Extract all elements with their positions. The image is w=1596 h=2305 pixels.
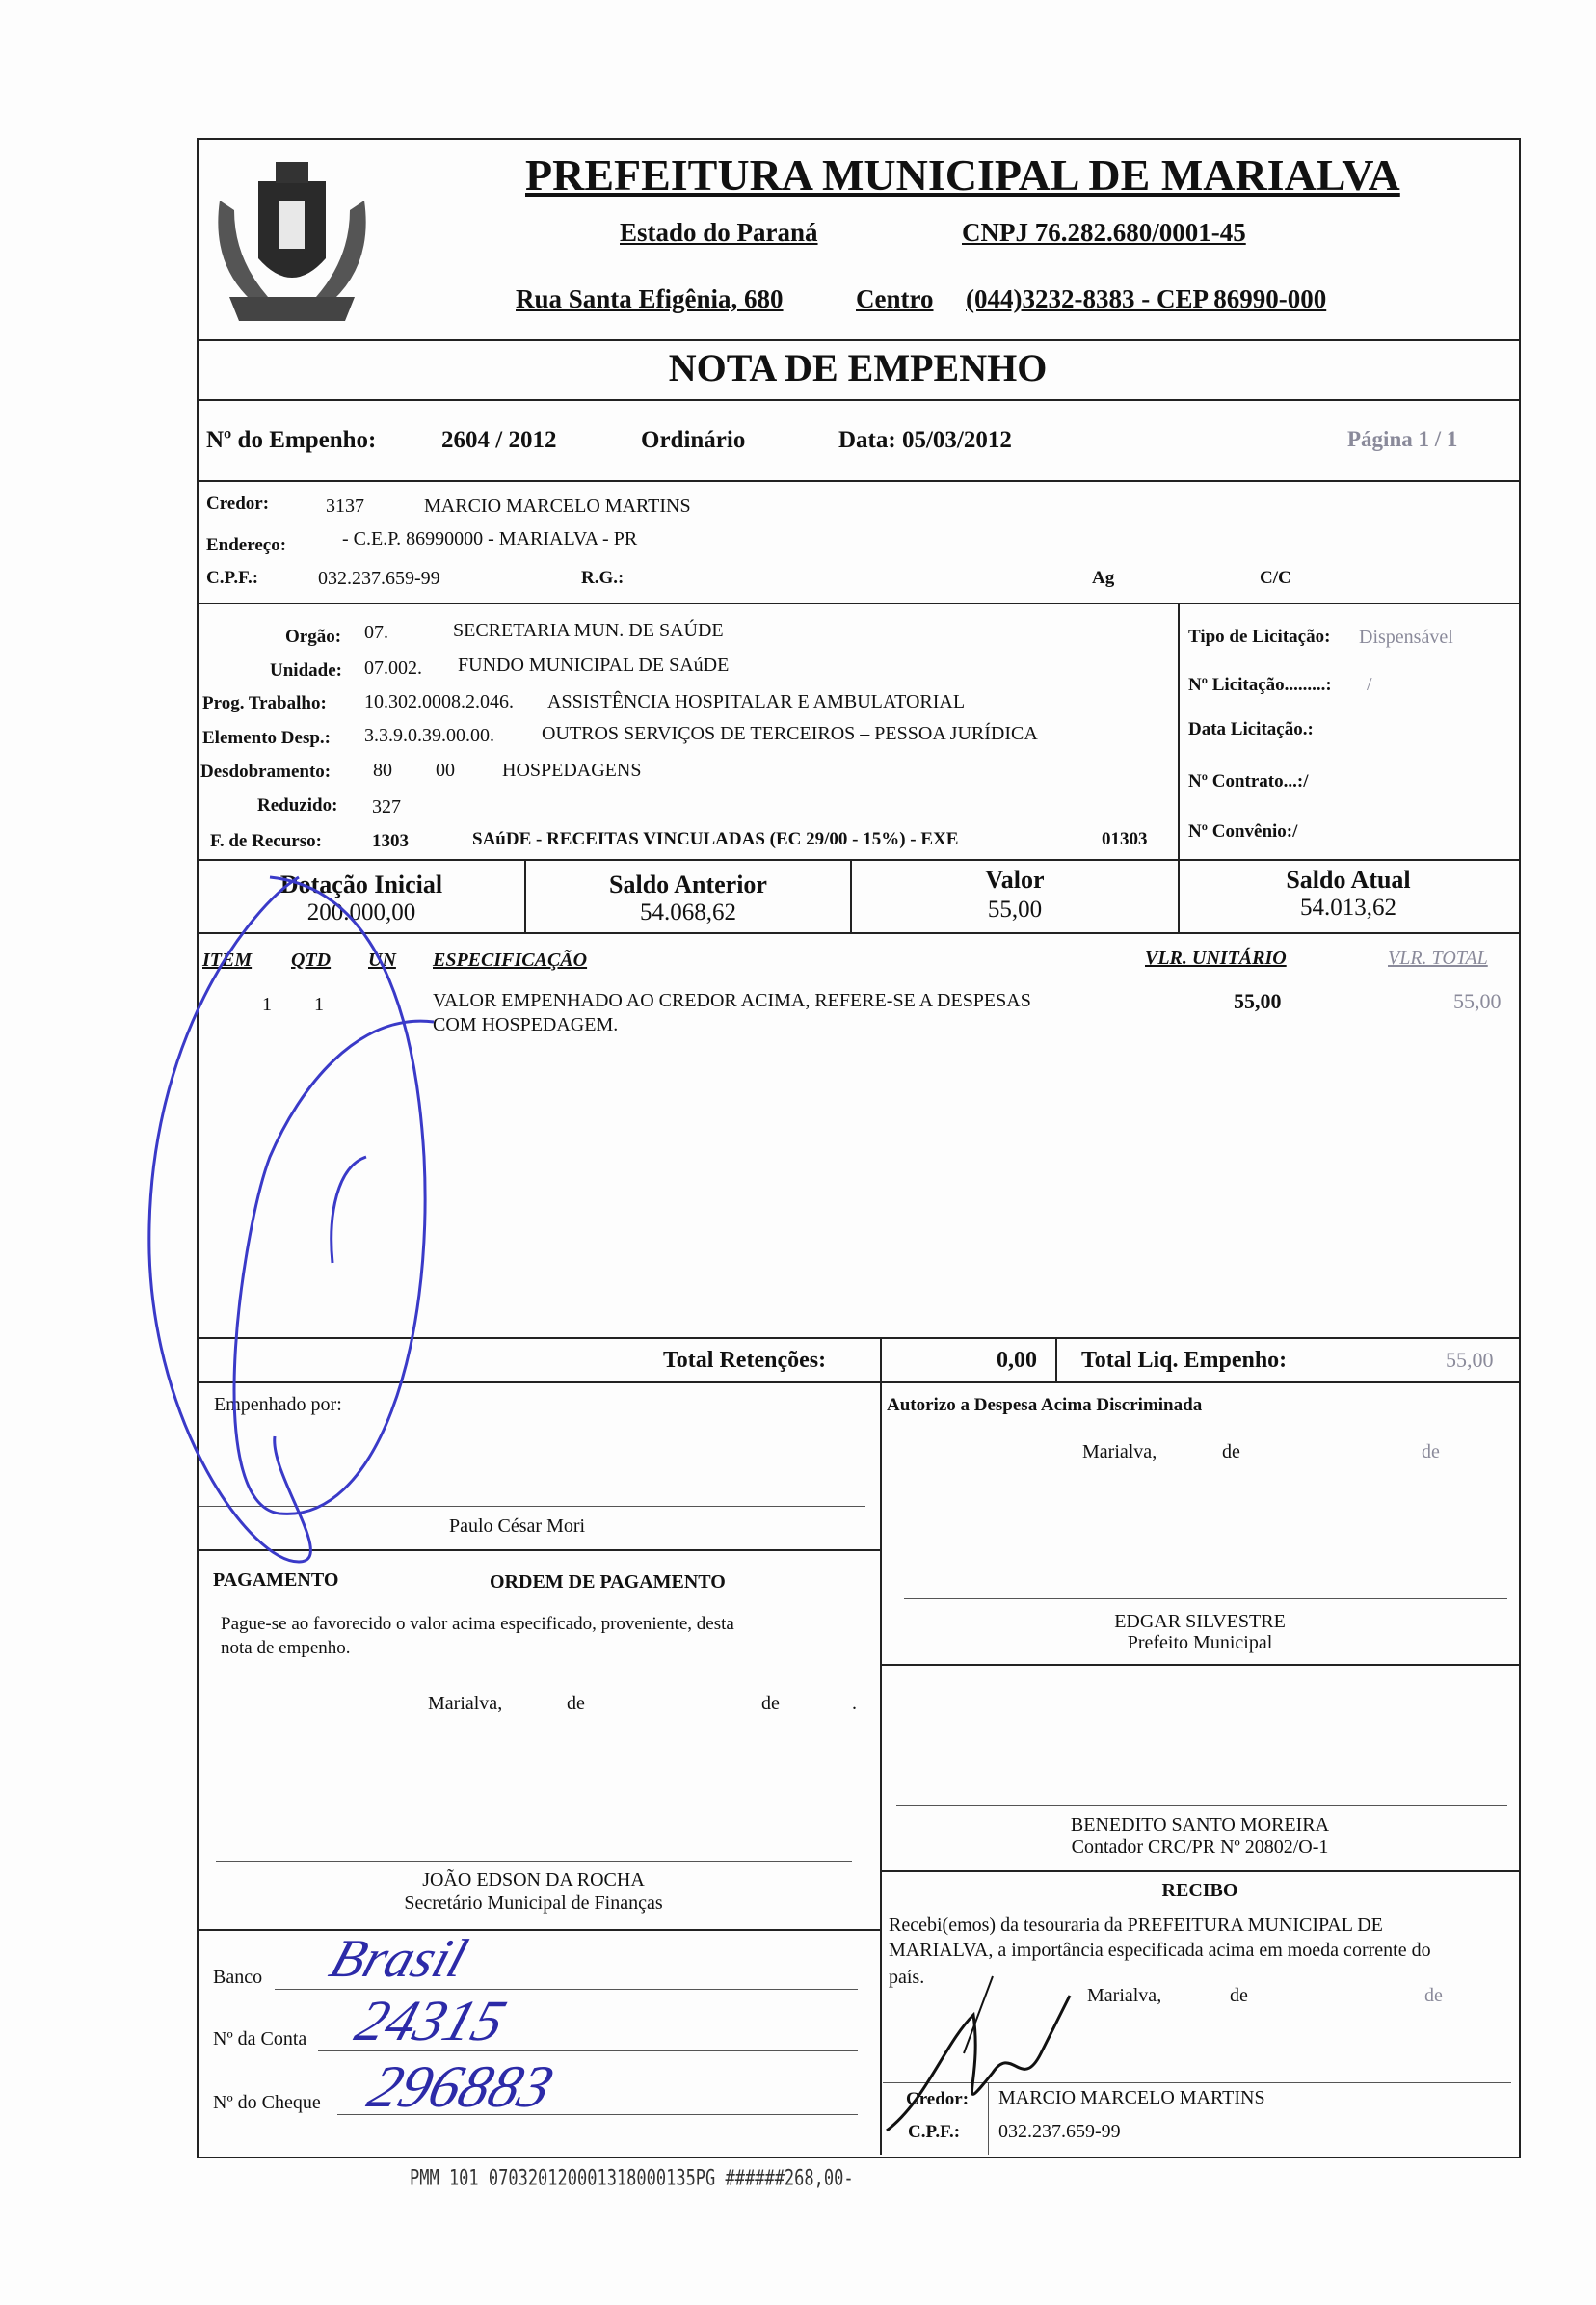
credor-label: Credor: — [206, 494, 270, 514]
header-cnpj: CNPJ 76.282.680/0001-45 — [962, 218, 1246, 247]
recibo-city: Marialva, — [1087, 1985, 1162, 2006]
empenho-number: 2604 / 2012 — [441, 427, 557, 453]
prog-value: ASSISTÊNCIA HOSPITALAR E AMBULATORIAL — [547, 691, 966, 712]
col-qtd: QTD — [291, 950, 332, 971]
tipo-licitacao-value: Dispensável — [1359, 627, 1453, 648]
reduzido-label: Reduzido: — [257, 795, 338, 816]
recibo-credor-label: Credor: — [906, 2089, 970, 2109]
header-address: Rua Santa Efigênia, 680 — [516, 284, 784, 313]
credor-code: 3137 — [326, 496, 364, 517]
cpf-value: 032.237.659-99 — [318, 568, 440, 589]
contador-name: BENEDITO SANTO MOREIRA — [1070, 1814, 1330, 1836]
banco-label: Banco — [213, 1967, 263, 1988]
orgao-value: SECRETARIA MUN. DE SAÚDE — [453, 620, 724, 641]
col-item: ITEM — [202, 950, 253, 971]
item-number: 1 — [262, 994, 272, 1015]
item-total-value: 55,00 — [1453, 989, 1502, 1013]
coat-of-arms-logo — [200, 143, 384, 335]
valor-label: Valor — [985, 866, 1045, 894]
prog-code: 10.302.0008.2.046. — [364, 691, 514, 712]
empenhado-name: Paulo César Mori — [449, 1515, 586, 1537]
unidade-value: FUNDO MUNICIPAL DE SAúDE — [458, 655, 730, 676]
desdobramento-a: 80 — [373, 760, 392, 781]
total-retencoes-value: 0,00 — [997, 1348, 1037, 1373]
elemento-value: OUTROS SERVIÇOS DE TERCEIROS – PESSOA JURÍDICA — [542, 723, 1038, 744]
item-qtd: 1 — [314, 994, 324, 1015]
unidade-code: 07.002. — [364, 657, 422, 679]
pagamento-text-line2: nota de empenho. — [221, 1638, 351, 1658]
reduzido-value: 327 — [372, 796, 401, 817]
blue-pen-signature — [135, 848, 598, 1581]
saldo-atual-label: Saldo Atual — [1286, 866, 1411, 894]
convenio-label: Nº Convênio:/ — [1188, 821, 1298, 842]
document-title: NOTA DE EMPENHO — [668, 346, 1048, 389]
cheque-label: Nº do Cheque — [213, 2092, 321, 2113]
autorizo-city: Marialva, — [1082, 1441, 1157, 1462]
prefeito-role: Prefeito Municipal — [1127, 1632, 1273, 1653]
pagamento-de1: de — [567, 1693, 585, 1714]
col-total: VLR. TOTAL — [1388, 948, 1488, 969]
dotacao-inicial-label: Dotação Inicial — [279, 871, 443, 898]
valor-value: 55,00 — [987, 897, 1043, 923]
cc-label: C/C — [1260, 568, 1291, 588]
dotacao-inicial-value: 200.000,00 — [306, 899, 416, 925]
pagamento-text-line1: Pague-se ao favorecido o valor acima especificado, proveniente, desta — [221, 1614, 734, 1634]
elemento-label: Elemento Desp.: — [202, 728, 331, 748]
endereco-label: Endereço: — [206, 535, 287, 555]
desdobramento-value: HOSPEDAGENS — [502, 760, 642, 781]
desdobramento-b: 00 — [436, 760, 455, 781]
recibo-cpf-label: C.P.F.: — [908, 2122, 961, 2142]
prefeito-name: EDGAR SILVESTRE — [1114, 1611, 1286, 1632]
secretario-name: JOÃO EDSON DA ROCHA — [422, 1869, 645, 1890]
recurso-num: 01303 — [1102, 829, 1148, 849]
data-licitacao-label: Data Licitação.: — [1188, 719, 1314, 739]
orgao-code: 07. — [364, 622, 388, 643]
contrato-label: Nº Contrato...:/ — [1188, 771, 1309, 791]
empenhado-label: Empenhado por: — [214, 1394, 342, 1415]
autorizo-de2: de — [1422, 1441, 1440, 1462]
empenho-date: Data: 05/03/2012 — [838, 427, 1012, 453]
unidade-label: Unidade: — [270, 660, 342, 681]
autorizo-de1: de — [1222, 1441, 1240, 1462]
header-phone-cep: (044)3232-8383 - CEP 86990-000 — [966, 284, 1327, 313]
total-retencoes-label: Total Retenções: — [663, 1348, 827, 1373]
recibo-title: RECIBO — [1161, 1880, 1238, 1901]
desdobramento-label: Desdobramento: — [200, 762, 332, 782]
total-liq-value: 55,00 — [1446, 1348, 1494, 1372]
endereco-value: - C.E.P. 86990000 - MARIALVA - PR — [342, 528, 638, 549]
header-title: PREFEITURA MUNICIPAL DE MARIALVA — [525, 150, 1400, 200]
recibo-cpf-value: 032.237.659-99 — [998, 2121, 1121, 2142]
conta-handwritten: 24315 — [348, 1989, 514, 2052]
saldo-anterior-value: 54.068,62 — [640, 899, 736, 925]
recibo-credor-name: MARCIO MARCELO MARTINS — [998, 2087, 1265, 2108]
col-unit: VLR. UNITÁRIO — [1145, 948, 1287, 969]
header-district: Centro — [856, 284, 934, 313]
item-spec-line1: VALOR EMPENHADO AO CREDOR ACIMA, REFERE-SE A DESPESAS — [433, 990, 1031, 1011]
col-un: UN — [368, 950, 396, 971]
ag-label: Ag — [1092, 568, 1115, 588]
credor-name: MARCIO MARCELO MARTINS — [424, 496, 691, 517]
saldo-anterior-label: Saldo Anterior — [609, 871, 767, 898]
empenho-type: Ordinário — [641, 427, 746, 453]
recibo-de1: de — [1230, 1985, 1248, 2006]
cheque-handwritten: 296883 — [360, 2054, 562, 2120]
num-licitacao-label: Nº Licitação.........: — [1188, 675, 1332, 695]
recurso-value: SAúDE - RECEITAS VINCULADAS (EC 29/00 - 15%) - EXE — [472, 829, 959, 849]
num-licitacao-value: / — [1367, 674, 1372, 695]
secretario-role: Secretário Municipal de Finanças — [404, 1892, 663, 1914]
rg-label: R.G.: — [581, 568, 625, 588]
pagamento-label: PAGAMENTO — [213, 1569, 339, 1591]
recibo-de2: de — [1424, 1985, 1443, 2006]
recurso-label: F. de Recurso: — [210, 831, 322, 851]
black-pen-signature — [867, 1957, 1099, 2159]
elemento-code: 3.3.9.0.39.00.00. — [364, 725, 494, 746]
pagamento-dot: . — [852, 1693, 857, 1714]
contador-role: Contador CRC/PR Nº 20802/O-1 — [1071, 1836, 1329, 1858]
page-number: Página 1 / 1 — [1347, 427, 1458, 451]
saldo-atual-value: 54.013,62 — [1300, 895, 1396, 921]
pagamento-de2: de — [761, 1693, 780, 1714]
tipo-licitacao-label: Tipo de Licitação: — [1188, 627, 1331, 647]
recibo-line2: MARIALVA, a importância especificada acima em moeda corrente do — [889, 1940, 1431, 1961]
ordem-pagamento-label: ORDEM DE PAGAMENTO — [490, 1571, 726, 1593]
item-spec-line2: COM HOSPEDAGEM. — [433, 1014, 619, 1035]
recurso-code: 1303 — [372, 831, 409, 851]
conta-label: Nº da Conta — [213, 2028, 307, 2050]
header-state: Estado do Paraná — [620, 218, 818, 247]
item-unit-value: 55,00 — [1234, 989, 1282, 1013]
orgao-label: Orgão: — [285, 627, 342, 647]
cpf-label: C.P.F.: — [206, 568, 259, 588]
autorizo-label: Autorizo a Despesa Acima Discriminada — [887, 1395, 1203, 1415]
total-liq-label: Total Liq. Empenho: — [1081, 1348, 1288, 1373]
footer-code: PMM 101 070320120001318000135PG ######268,00- — [410, 2166, 854, 2191]
prog-label: Prog. Trabalho: — [202, 693, 327, 713]
recibo-line1: Recebi(emos) da tesouraria da PREFEITURA MUNICIPAL DE — [889, 1915, 1383, 1936]
empenho-label: Nº do Empenho: — [206, 427, 377, 453]
recibo-line3: país. — [889, 1967, 925, 1988]
pagamento-city: Marialva, — [428, 1693, 503, 1714]
col-spec: ESPECIFICAÇÃO — [433, 950, 588, 971]
banco-handwritten: Brasil — [322, 1929, 474, 1989]
